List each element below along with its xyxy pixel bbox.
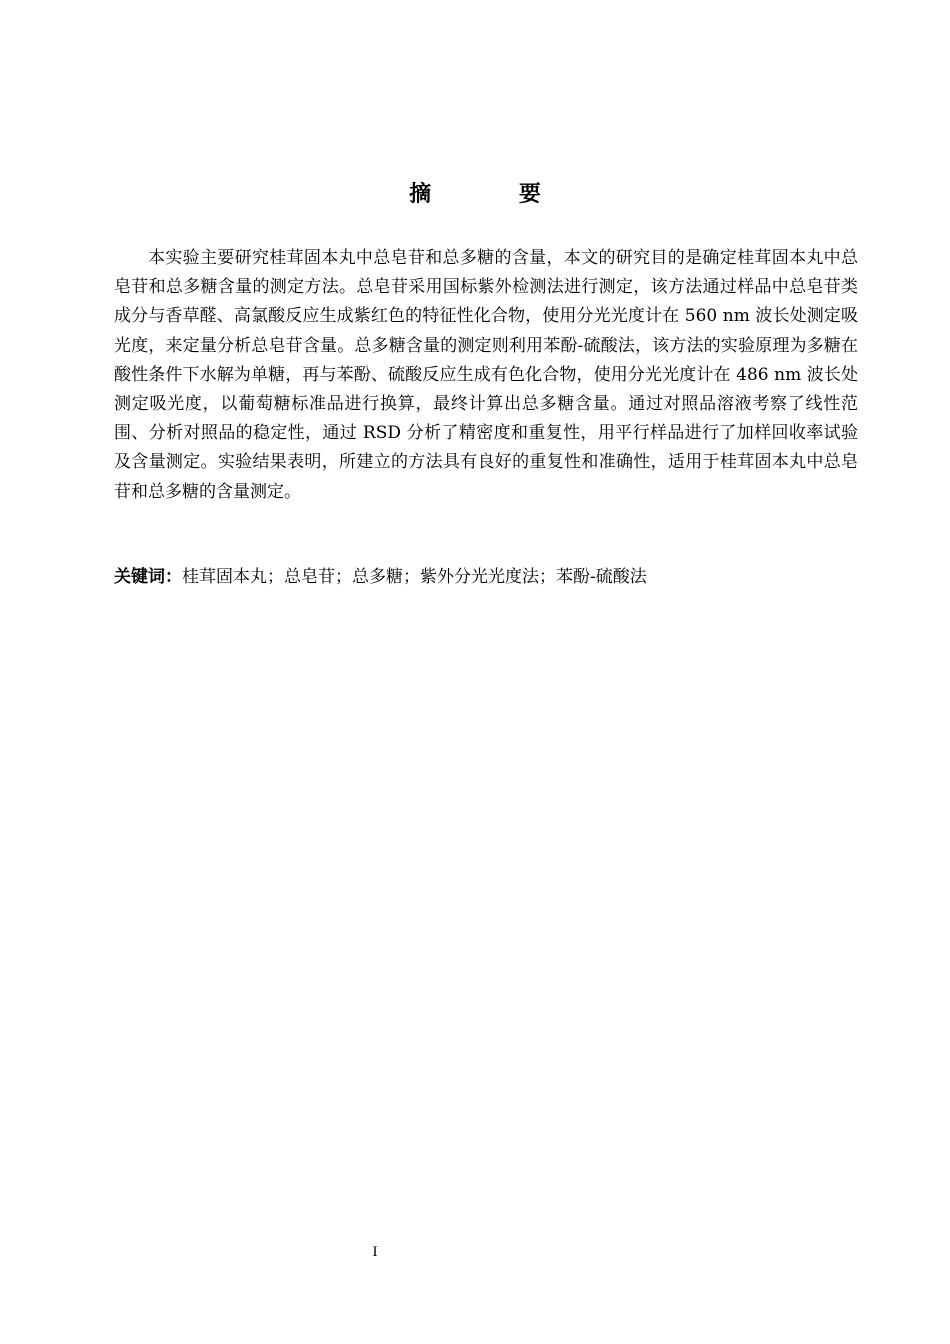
keywords-label: 关键词： <box>114 567 182 587</box>
keywords-text: 桂茸固本丸；总皂苷；总多糖；紫外分光光度法；苯酚-硫酸法 <box>182 567 647 587</box>
abstract-paragraph: 本实验主要研究桂茸固本丸中总皂苷和总多糖的含量，本文的研究目的是确定桂茸固本丸中总皂苷和总多糖含量的测定方法。总皂苷采用国标紫外检测法进行测定，该方法通过样品中总皂苷类成分与香草醛、高氯酸反应生成紫红色的特征性化合物，使用分光光度计在 560 nm 波长处测定吸光度，来定量分析总皂苷含量。总多糖含量的测定则利用苯酚-硫酸法，该方法的实验原理为多糖在酸性条件下水解为单糖，再与苯酚、硫酸反应生成有色化合物，使用分光光度计在 486 nm 波长处测定吸光度，以葡萄糖标准品进行换算，最终计算出总多糖含量。通过对照品溶液考察了线性范围、分析对照品的稳定性，通过 RSD 分析了精密度和重复性，用平行样品进行了加样回收率试验及含量测定。实验结果表明，所建立的方法具有良好的重复性和准确性，适用于桂茸固本丸中总皂苷和总多糖的含量测定。 <box>114 248 858 502</box>
page-title: 摘 要 <box>409 182 581 207</box>
keywords-line <box>114 563 858 592</box>
page-number: I <box>372 1244 378 1260</box>
